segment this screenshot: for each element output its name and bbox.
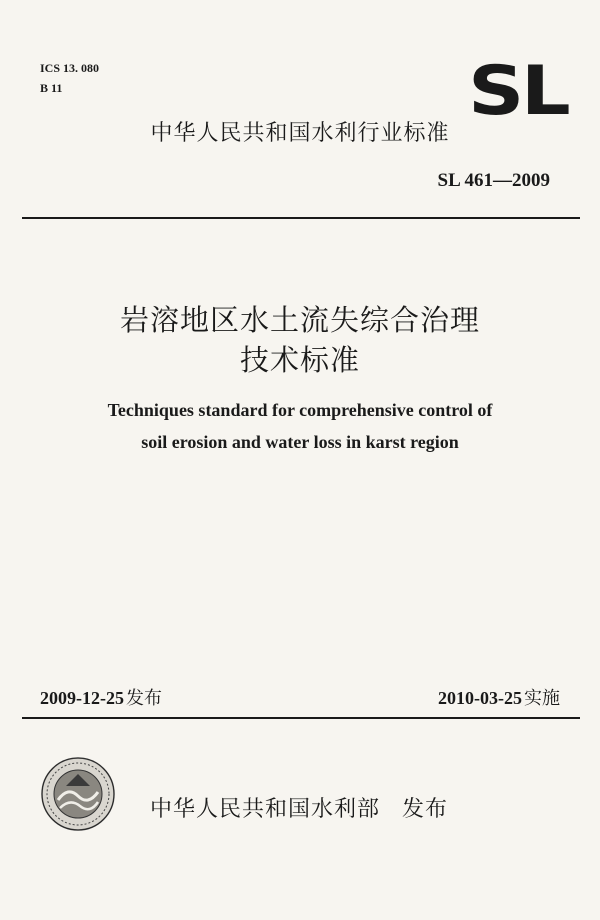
english-title-line-1: Techniques standard for comprehensive control of bbox=[107, 400, 493, 420]
publish-label: 发布 bbox=[402, 797, 449, 822]
effective-date bbox=[438, 684, 560, 710]
sl-logo: SL bbox=[468, 52, 568, 131]
issue-date bbox=[40, 684, 162, 710]
bottom-divider bbox=[22, 717, 580, 719]
ccs-code: B 11 bbox=[40, 81, 63, 95]
effective-date-value: 2010-03-25 bbox=[438, 688, 522, 708]
classification-block bbox=[40, 58, 99, 98]
industry-standard-title: 中华人民共和国水利行业标准 bbox=[150, 121, 450, 146]
issue-date-value: 2009-12-25 bbox=[40, 688, 124, 708]
ministry-seal-icon bbox=[40, 756, 116, 832]
effective-date-label: 实施 bbox=[524, 688, 560, 709]
issue-date-label: 发布 bbox=[126, 688, 162, 709]
publisher-name: 中华人民共和国水利部 bbox=[150, 797, 381, 822]
standard-code: SL 461—2009 bbox=[437, 170, 550, 191]
english-title bbox=[0, 394, 600, 458]
chinese-title bbox=[0, 300, 600, 380]
english-title-line-2: soil erosion and water loss in karst region bbox=[141, 432, 459, 452]
ics-code: ICS 13. 080 bbox=[40, 61, 100, 75]
top-divider bbox=[22, 217, 580, 219]
chinese-title-line-1: 岩溶地区水土流失综合治理 bbox=[119, 303, 480, 337]
publisher bbox=[150, 792, 448, 823]
chinese-title-line-2: 技术标准 bbox=[239, 343, 360, 377]
